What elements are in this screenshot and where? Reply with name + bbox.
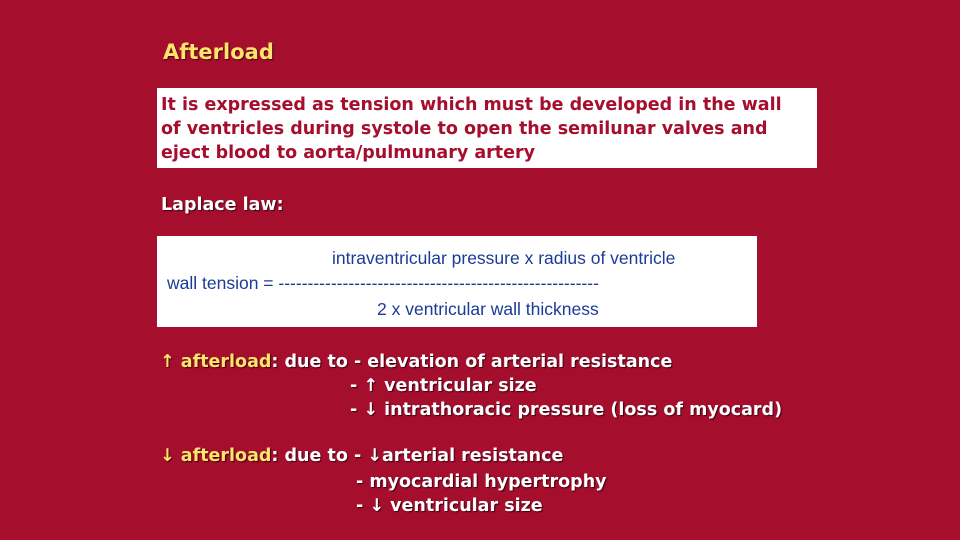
- formula-box: [157, 236, 757, 327]
- decrease-cause: ↓arterial resistance: [367, 446, 564, 466]
- definition-line: eject blood to aorta/pulmunary artery: [161, 143, 536, 163]
- decrease-heading: [160, 444, 563, 468]
- decrease-cause: - myocardial hypertrophy: [356, 472, 607, 492]
- decrease-cause: - ↓ ventricular size: [356, 496, 543, 516]
- increase-afterload-section: [160, 350, 860, 430]
- formula-numerator: intraventricular pressure x radius of ventricle: [332, 248, 676, 268]
- definition-line: It is expressed as tension which must be developed in the wall: [161, 95, 782, 115]
- down-arrow-icon: ↓: [160, 446, 175, 466]
- due-to-prefix: : due to -: [271, 352, 368, 372]
- definition-line: of ventricles during systole to open the semilunar valves and: [161, 119, 768, 139]
- decrease-afterload-section: [160, 444, 860, 524]
- afterload-keyword: afterload: [180, 352, 272, 372]
- afterload-keyword: afterload: [180, 446, 272, 466]
- slide-title: Afterload: [163, 40, 274, 64]
- laplace-law-label: Laplace law:: [161, 195, 284, 215]
- increase-heading: [160, 350, 672, 374]
- increase-cause: - ↓ intrathoracic pressure (loss of myocard): [350, 400, 783, 420]
- increase-cause: - ↑ ventricular size: [350, 376, 537, 396]
- formula-lhs: wall tension = -------------------------------------------------------: [167, 273, 599, 293]
- definition-box: [157, 88, 817, 168]
- formula-denominator: 2 x ventricular wall thickness: [377, 299, 599, 319]
- due-to-prefix: : due to -: [271, 446, 368, 466]
- increase-cause: elevation of arterial resistance: [367, 352, 673, 372]
- up-arrow-icon: ↑: [160, 352, 175, 372]
